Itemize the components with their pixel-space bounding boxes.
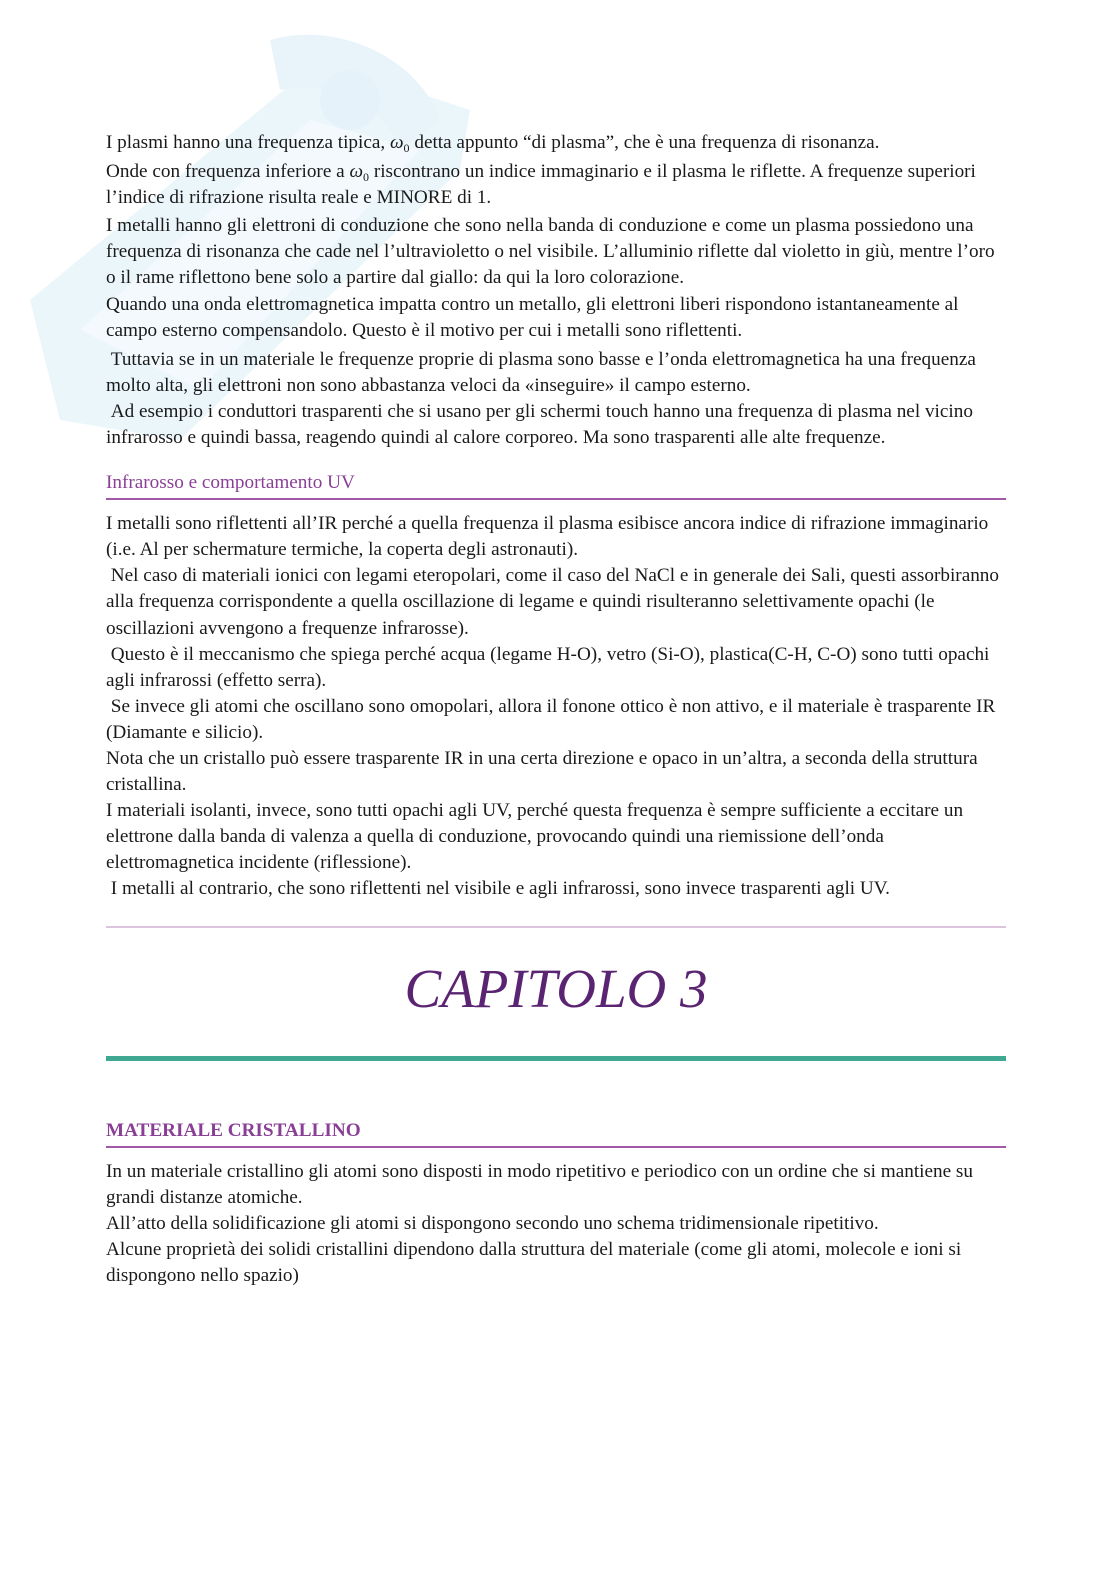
paragraph: I plasmi hanno una frequenza tipica, $\omega_0$ detta appunto “di plasma”, che è una frequenza di risonanza. <box>106 132 880 155</box>
divider-light <box>106 926 1006 928</box>
paragraph: Nota che un cristallo può essere trasparente IR in una certa direzione e opaco in un’altra, a seconda della struttura cristallina. <box>106 747 978 796</box>
paragraph: Nel caso di materiali ionici con legami eteropolari, come il caso del NaCl e in generale dei Sali, questi assorbiranno alla frequenza corrispondente a quella oscillazione di legame e quindi risulteranno selettivamente opachi (le oscillazioni avvengono a frequenze infrarosse). <box>106 565 999 639</box>
paragraph: I metalli al contrario, che sono riflettenti nel visibile e agli infrarossi, sono invece trasparenti agli UV. <box>110 878 890 900</box>
chapter-title: CAPITOLO 3 <box>404 957 708 1019</box>
paragraph: I metalli hanno gli elettroni di conduzione che sono nella banda di conduzione e come un plasma possiedono una frequenza di risonanza che cade nel l’ultravioletto o nel visibile. L’alluminio riflette dal violetto in giù, mentre l’oro o il rame riflettono bene solo a partire dal giallo: da qui la loro colorazione. <box>106 215 995 289</box>
paragraph: Questo è il meccanismo che spiega perché acqua (legame H-O), vetro (Si-O), plastica(C-H, C-O) sono tutti opachi agli infrarossi (effetto serra). <box>106 643 990 691</box>
paragraph: Onde con frequenza inferiore a $\omega_0$ riscontrano un indice immaginario e il plasma le riflette. A frequenze superiori l’indice di rifrazione risulta reale e MINORE di 1. <box>106 161 976 209</box>
paragraph: Alcune proprietà dei solidi cristallini dipendono dalla struttura del materiale (come gli atomi, molecole e ioni si dispongono nello spazio) <box>106 1238 962 1286</box>
paragraph: In un materiale cristallino gli atomi sono disposti in modo ripetitivo e periodico con un ordine che si mantiene su grandi distanze atomiche. <box>106 1160 973 1208</box>
paragraph: Se invece gli atomi che oscillano sono omopolari, allora il fonone ottico è non attivo, e il materiale è trasparente IR (Diamante e silicio). <box>106 695 996 743</box>
paragraph: I metalli sono riflettenti all’IR perché a quella frequenza il plasma esibisce ancora indice di rifrazione immaginario (i.e. Al per schermature termiche, la coperta degli astronauti). <box>106 513 989 561</box>
document-page <box>106 130 1006 1289</box>
paragraph: I materiali isolanti, invece, sono tutti opachi agli UV, perché questa frequenza è sempre sufficiente a eccitare un elettrone dalla banda di valenza a quella di conduzione, provocando quindi una riemissione dell’onda elettromagnetica incidente (riflessione). <box>106 800 964 874</box>
section-heading-materiale-cristallino: MATERIALE CRISTALLINO <box>106 1119 1006 1148</box>
paragraph: All’atto della solidificazione gli atomi si dispongono secondo uno schema tridimensionale ripetitivo. <box>106 1212 879 1234</box>
paragraph: Ad esempio i conduttori trasparenti che si usano per gli schermi touch hanno una frequenza di plasma nel vicino infrarosso e quindi bassa, reagendo quindi al calore corporeo. Ma sono trasparenti alle alte frequenze. <box>106 400 973 449</box>
section-heading-infrarosso: Infrarosso e comportamento UV <box>106 471 1006 500</box>
paragraph: Quando una onda elettromagnetica impatta contro un metallo, gli elettroni liberi rispondono istantaneamente al campo esterno compensandolo. Questo è il motivo per cui i metalli sono riflettenti. <box>106 293 959 341</box>
paragraph: Tuttavia se in un materiale le frequenze proprie di plasma sono basse e l’onda elettromagnetica ha una frequenza molto alta, gli elettroni non sono abbastanza veloci da «inseguire» il campo esterno. <box>106 348 976 396</box>
